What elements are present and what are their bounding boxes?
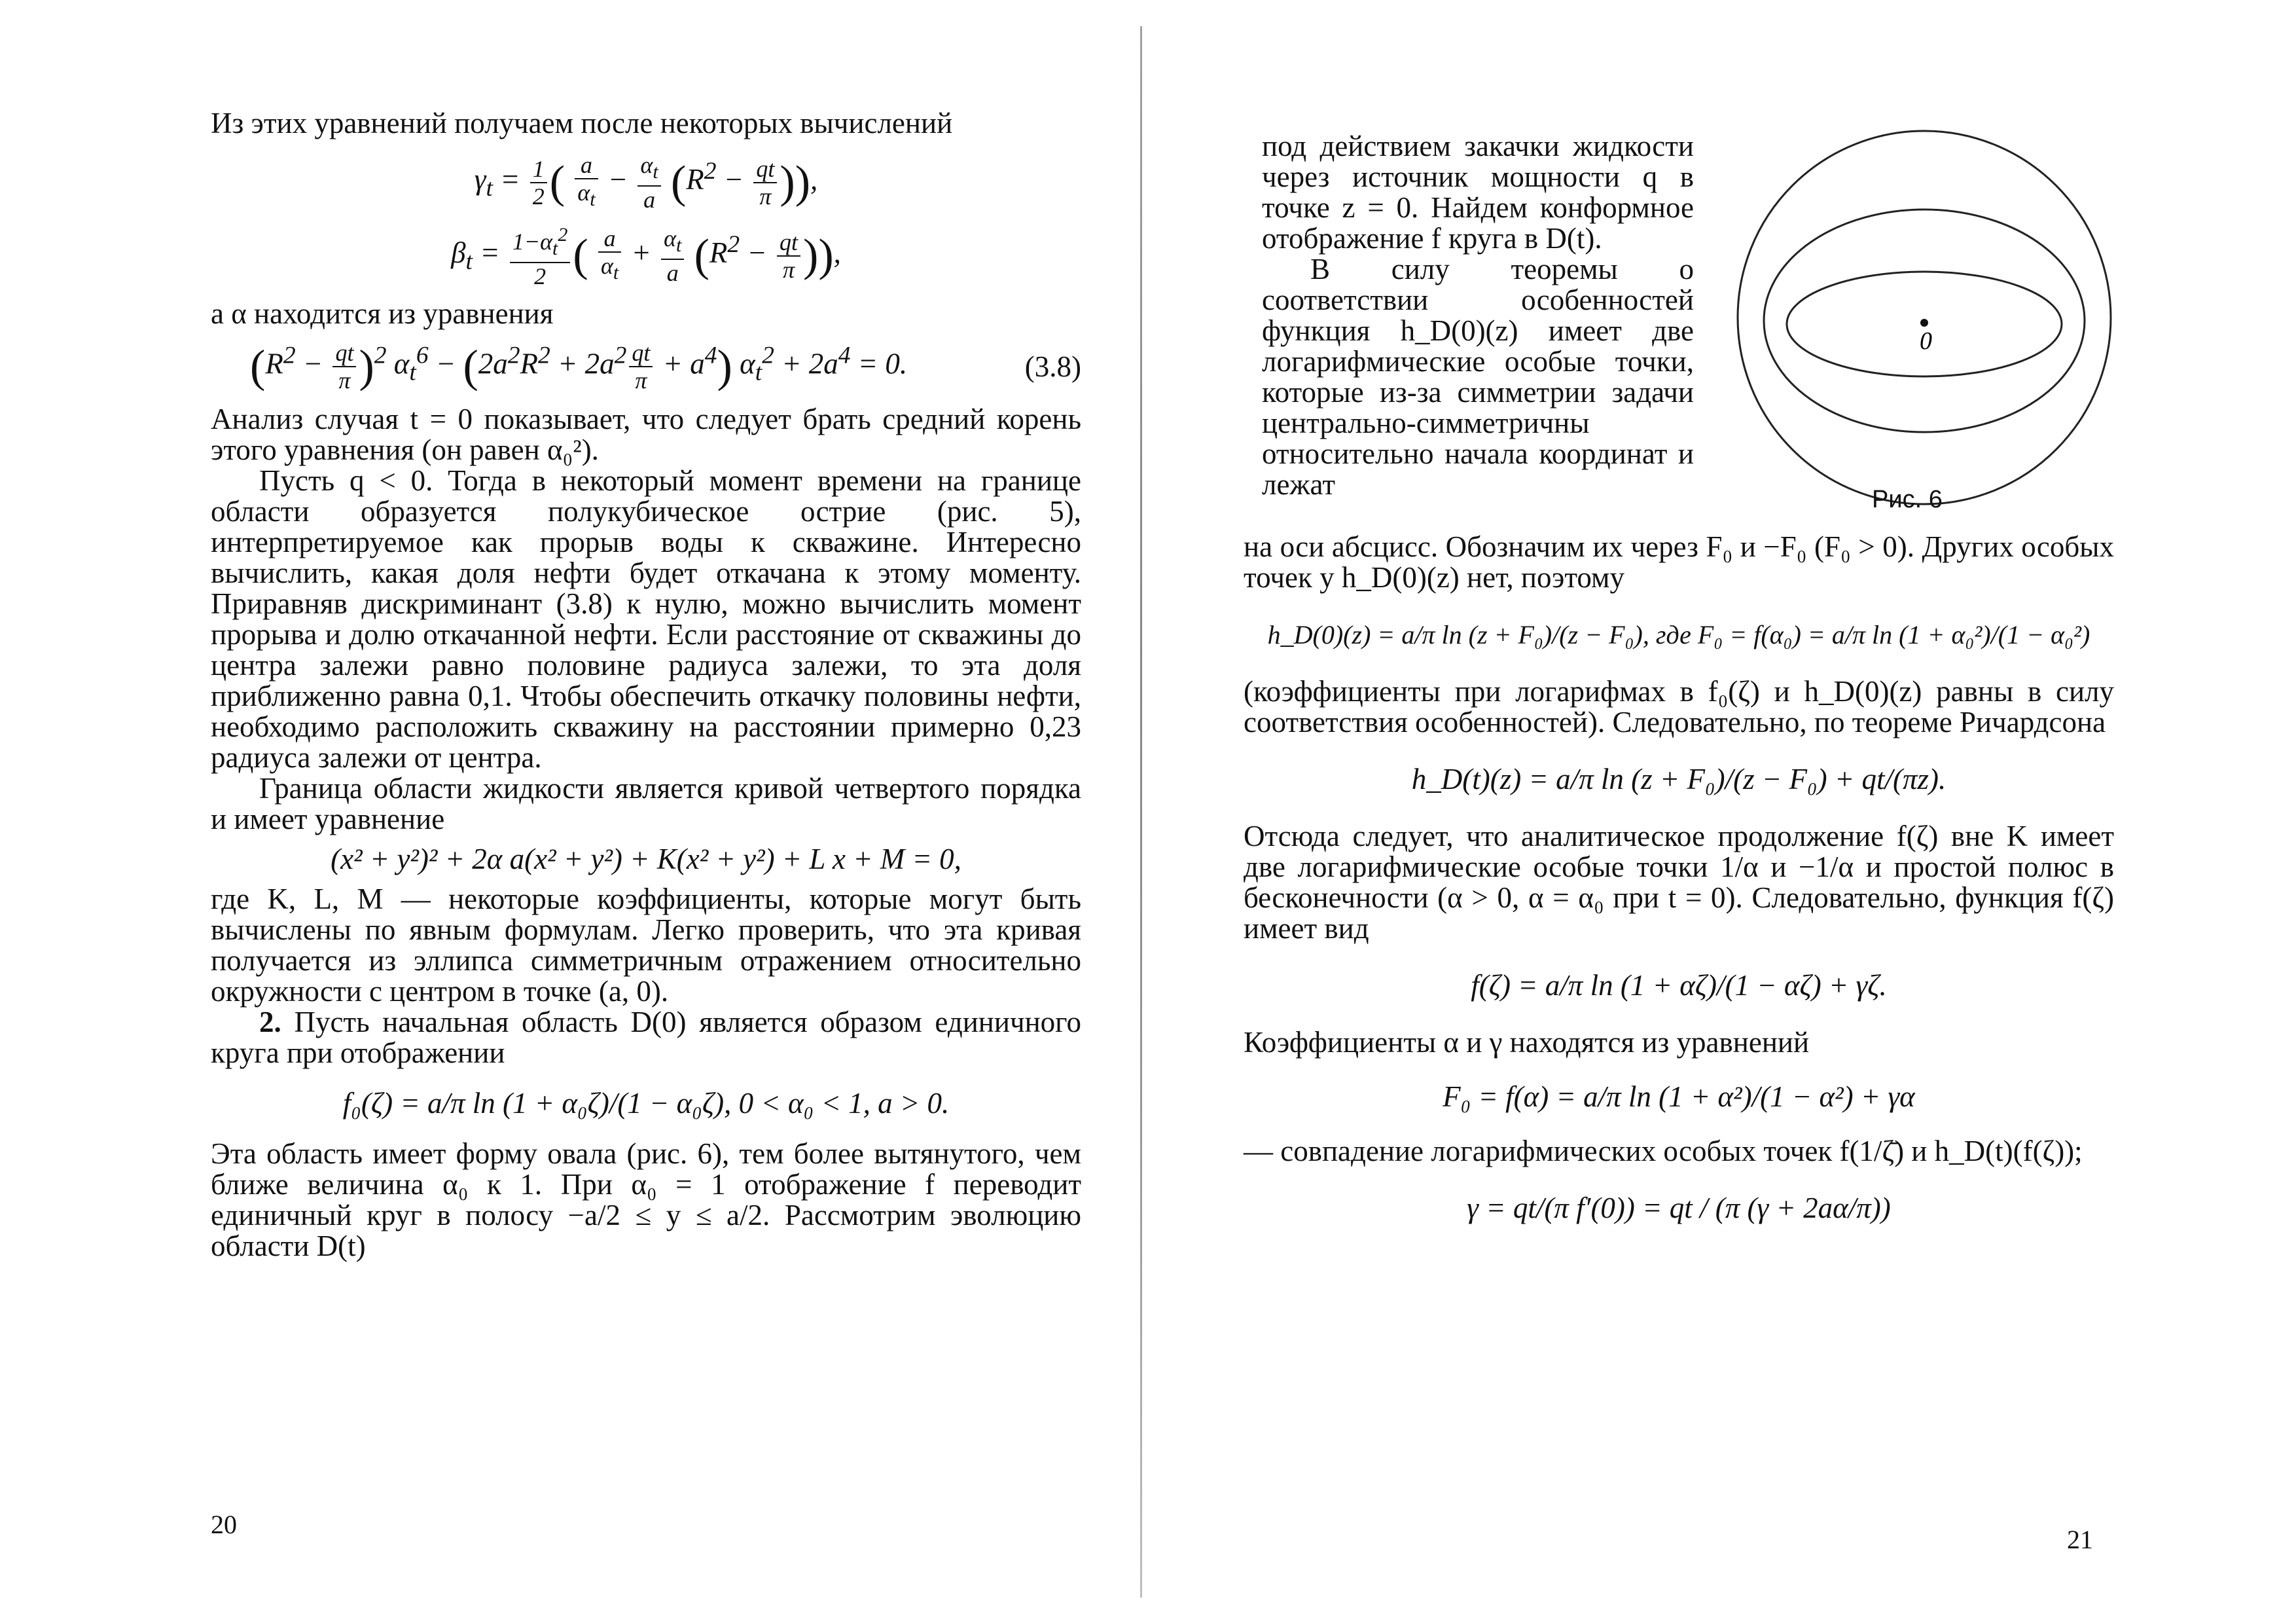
equation-beta: $\beta_t$ = $\frac{1-\alpha_t^2}{2}$ ( $\frac{a}{\alpha_t}$ + $\frac{\alpha_t}{a}$ ($R^2$ − $\frac{qt}{\pi}$ )),: [211, 222, 1081, 289]
equation-label: (3.8): [1024, 350, 1081, 383]
paragraph-6: Эта область имеет форму овала (рис. 6), тем более вытянутого, чем ближе величина α₀ к 1. При α₀ = 1 отображение f переводит единичный круг в полосу −a/2 ≤ y ≤ a/2. Рассмотрим эволюцию области D(t): [211, 1137, 1081, 1263]
right-paragraph-1: под действием закачки жидкости через источник мощности q в точке z = 0. Найдем конформное отображение f круга в D(t).: [1262, 130, 1694, 255]
figure-6-diagram: [1728, 128, 2121, 507]
equation-gamma-2: γ = qt/(π f′(0)) = qt / (π (γ + 2aα/π)): [1467, 1192, 1891, 1224]
equation-curve: (x² + y²)² + 2α a(x² + y²) + K(x² + y²) + L x + M = 0,: [331, 843, 961, 876]
paragraph-coefs: Коэффициенты α и γ находятся из уравнений: [1244, 1026, 1810, 1059]
paragraph-4: где K, L, M — некоторые коэффициенты, которые могут быть вычислены по явным формулам. Легко проверить, что эта кривая получается из эллипса симметричным отражением относительно окружности с центром в точке (a, 0).: [211, 883, 1081, 1008]
alpha-line: а α находится из уравнения: [211, 297, 554, 331]
outer-circle: [1738, 131, 2111, 504]
right-page-text: [1244, 532, 2114, 1250]
equation-ft: f(ζ) = a/π ln (1 + αζ)/(1 − αζ) + γζ.: [1471, 969, 1887, 1002]
origin-label: 0: [1920, 327, 1932, 355]
equation-h0: h_D(0)(z) = a/π ln (z + F₀)/(z − F₀), где F₀ = f(α₀) = a/π ln (1 + α₀²)/(1 − α₀²): [1267, 620, 2090, 649]
equation-f0: f₀(ζ) = a/π ln (1 + α₀ζ)/(1 − α₀ζ), 0 < α₀ < 1, a > 0.: [342, 1087, 950, 1120]
paragraph-hence: Отсюда следует, что аналитическое продолжение f(ζ) вне K имеет две логарифмические особые точки 1/α и −1/α и простой полюс в бесконечности (α > 0, α = α₀ при t = 0). Следовательно, функция f(ζ) имеет вид: [1244, 820, 2114, 945]
equation-F0: F₀ = f(α) = a/π ln (1 + α²)/(1 − α²) + γα: [1443, 1080, 1915, 1113]
origin-point: [1920, 319, 1928, 327]
paragraph-5-text: Пусть начальная область D(0) является образом единичного круга при отображении: [211, 1006, 1082, 1070]
section-number: 2.: [259, 1006, 281, 1039]
figure-caption: Рис. 6: [1872, 486, 1943, 513]
right-paragraph-2: В силу теоремы о соответствии особенностей функция h_D(0)(z) имеет две логарифмические особые точки, которые из-за симметрии задачи центрально-симметричны относительно начала координат и лежат: [1262, 253, 1694, 501]
paragraph-after-figure: на оси абсцисс. Обозначим их через F₀ и −F₀ (F₀ > 0). Других особых точек у h_D(0)(z) нет, поэтому: [1244, 530, 2114, 594]
page-number-right: 21: [2067, 1525, 2093, 1554]
equation-3-8: ($R^2$ − $\frac{qt}{\pi}$ )$^2$ $\alpha_t^6 - (2a^2R^2 + 2a^2$ $\frac{qt}{\pi}$ + $a^4$) $\alpha_t^2 + 2a^4 = 0$. (3.8): [250, 340, 1081, 394]
equation-gamma: $\gamma_t$ = $\frac{1}{2}$ ( $\frac{a}{\alpha_t}$ − $\frac{\alpha_t}{a}$ ($R^2$ − $\frac{qt}{\pi}$ )),: [474, 152, 818, 213]
intro-text: Из этих уравнений получаем после некоторых вычислений: [211, 107, 953, 139]
paragraph-coincide: — совпадение логарифмических особых точек f(1/ζ̄) и h_D(t)(f(ζ));: [1244, 1135, 2083, 1167]
paragraph-1: Анализ случая t = 0 показывает, что следует брать средний корень этого уравнения (он равен α₀²).: [211, 403, 1081, 467]
right-narrow-text: [1262, 131, 1694, 500]
equation-ht: h_D(t)(z) = a/π ln (z + F₀)/(z − F₀) + qt/(πz).: [1411, 763, 1946, 795]
paragraph-3: Граница области жидкости является кривой четвертого порядка и имеет уравнение: [211, 772, 1081, 836]
page-number-left: 20: [211, 1510, 237, 1539]
paragraph-coefficients: (коэффициенты при логарифмах в f₀(ζ) и h_D(0)(z) равны в силу соответствия особенностей). Следовательно, по теореме Ричардсона: [1244, 675, 2114, 739]
paragraph-2: Пусть q < 0. Тогда в некоторый момент времени на границе области образуется полукубическое острие (рис. 5), интерпретируемое как прорыв воды к скважине. Интересно вычислить, какая доля нефти будет откачана к этому моменту. Приравняв дискриминант (3.8) к нулю, можно вычислить момент прорыва и долю откачанной нефти. Если расстояние от скважины до центра залежи равно половине радиуса залежи, то эта доля приближенно равна 0,1. Чтобы обеспечить откачку половины нефти, необходимо расположить скважину на расстоянии примерно 0,23 радиуса залежи от центра.: [211, 464, 1081, 775]
